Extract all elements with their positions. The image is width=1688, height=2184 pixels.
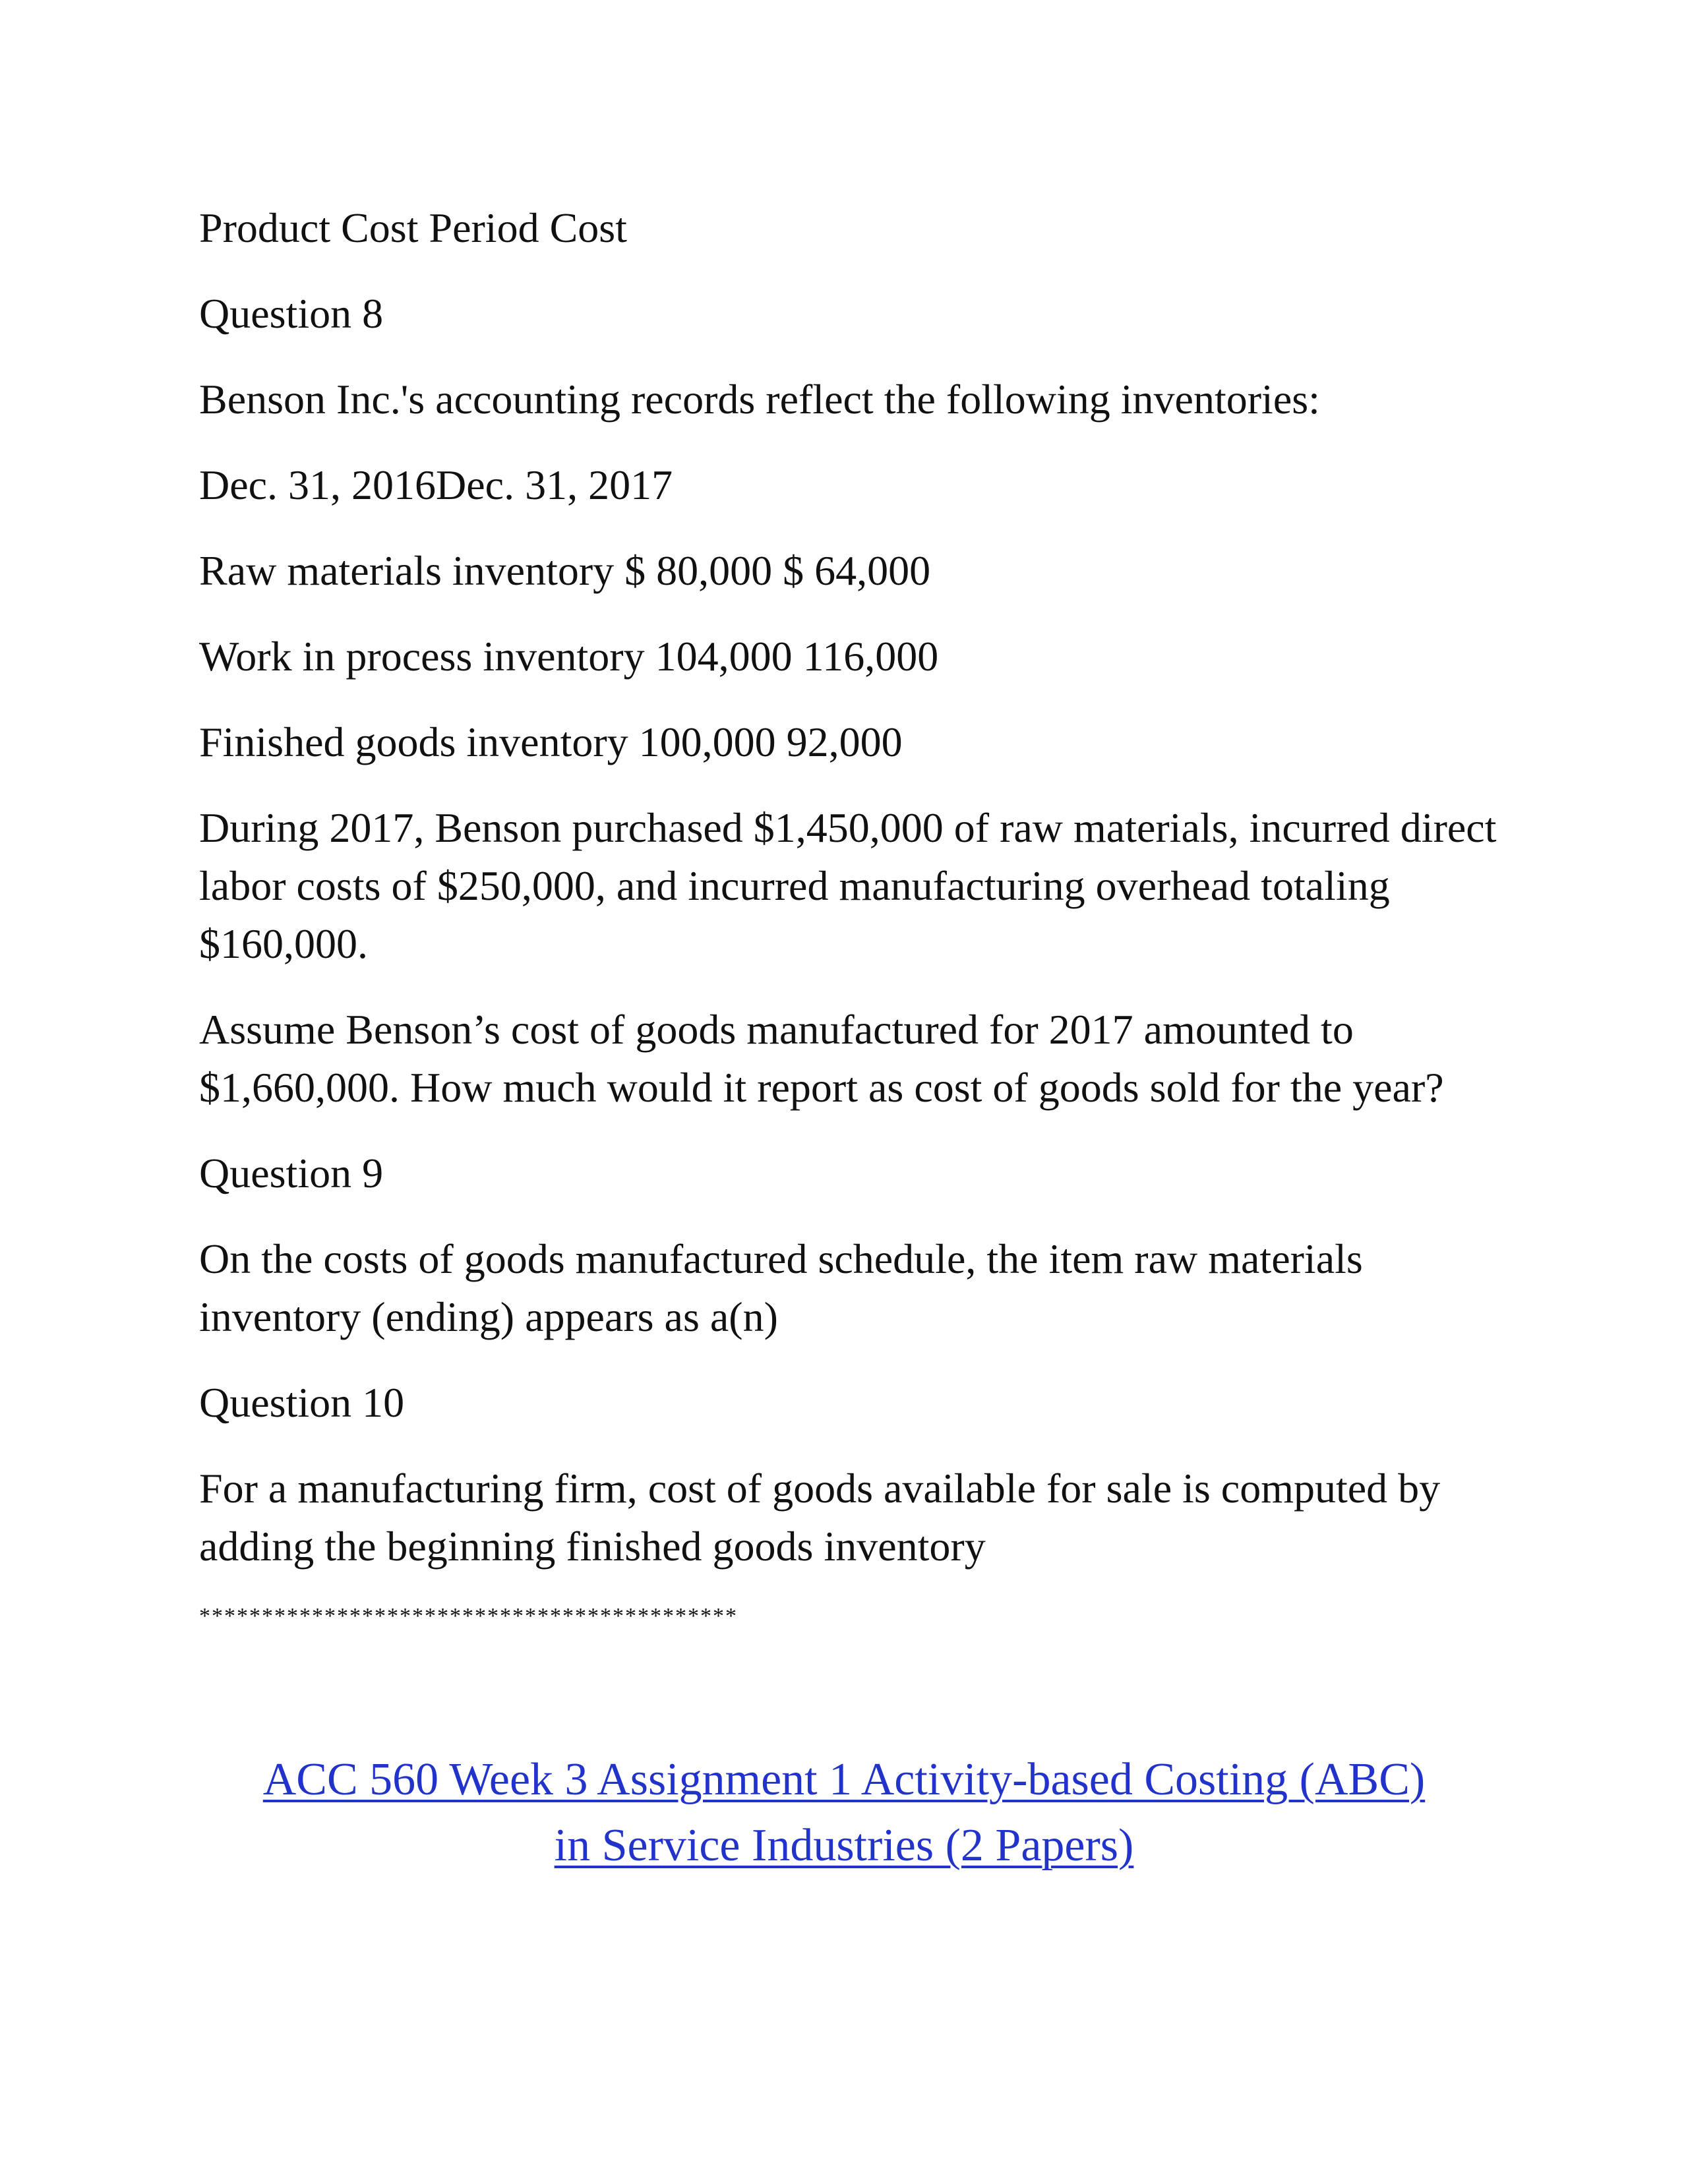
question-8-intro: Benson Inc.'s accounting records reflect the following inventories: bbox=[199, 376, 1320, 423]
question-10-prompt: For a manufacturing firm, cost of goods available for sale is computed by adding the beginning finished goods inventory bbox=[199, 1465, 1441, 1570]
question-9-label: Question 9 bbox=[199, 1150, 384, 1196]
finished-goods-row: Finished goods inventory 100,000 92,000 bbox=[199, 719, 903, 765]
question-8-prompt: Assume Benson’s cost of goods manufactured for 2017 amounted to $1,660,000. How much would it report as cost of goods sold for the year? bbox=[199, 1006, 1444, 1111]
assignment-link-line-1: ACC 560 Week 3 Assignment 1 Activity-based Costing (ABC) bbox=[262, 1754, 1426, 1805]
question-8-label: Question 8 bbox=[199, 290, 384, 337]
work-in-process-row: Work in process inventory 104,000 116,000 bbox=[199, 633, 939, 680]
purchases-paragraph: During 2017, Benson purchased $1,450,000 of raw materials, incurred direct labor costs of $250,000, and incurred manufacturing overhead totaling $160,000. bbox=[199, 804, 1497, 967]
document-body bbox=[199, 199, 1505, 1630]
inventory-dates-row: Dec. 31, 2016Dec. 31, 2017 bbox=[199, 461, 673, 508]
question-10-label: Question 10 bbox=[199, 1379, 405, 1426]
raw-materials-row: Raw materials inventory $ 80,000 $ 64,000 bbox=[199, 547, 931, 594]
question-9-prompt: On the costs of goods manufactured schedule, the item raw materials inventory (ending) appears as a(n) bbox=[199, 1235, 1363, 1340]
asterisk-separator: ******************************************* bbox=[199, 1604, 738, 1628]
heading-product-period-cost: Product Cost Period Cost bbox=[199, 204, 627, 251]
assignment-link[interactable] bbox=[263, 1754, 1425, 1871]
assignment-link-line-2: in Service Industries (2 Papers) bbox=[554, 1820, 1134, 1871]
assignment-link-block bbox=[185, 1747, 1503, 1879]
